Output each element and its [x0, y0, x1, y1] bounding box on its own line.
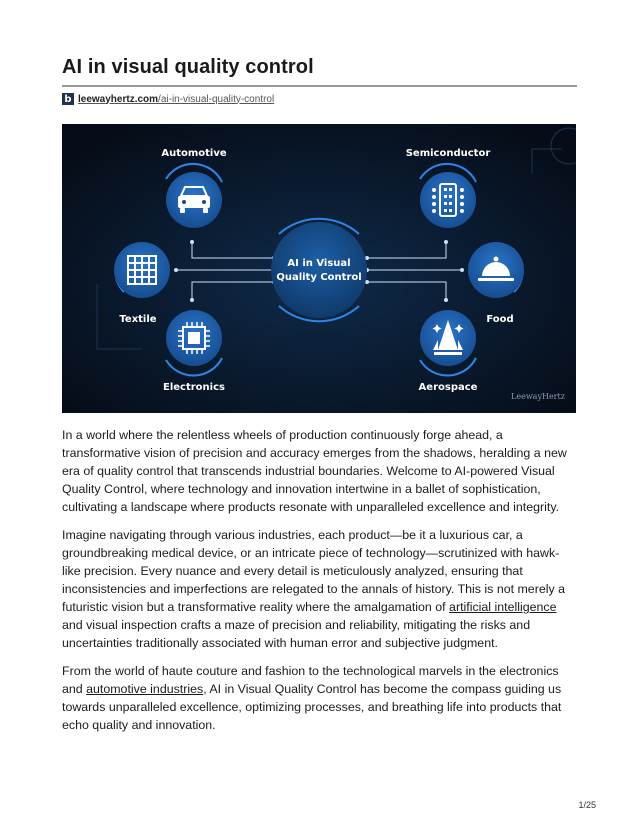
article-body — [62, 426, 577, 744]
node-label-aerospace: Aerospace — [418, 382, 478, 393]
title-divider — [62, 85, 577, 87]
source-line — [62, 92, 274, 106]
watermark-text: LeewayHertz — [511, 392, 565, 401]
paragraph-1: In a world where the relentless wheels of production continuously forge ahead, a transformative vision of precision and accuracy emerges from the shadows, heralding a new era of quality control that transcends industrial boundaries. Welcome to AI-powered Visual Quality Control, where technology and innovation intertwine in a ballet of sophistication, cultivating a landscape where products resonate with unparalleled excellence and integrity. — [62, 428, 567, 514]
center-label-line1: AI in Visual — [287, 258, 351, 269]
node-label-semiconductor: Semiconductor — [405, 148, 491, 159]
node-label-food: Food — [486, 314, 514, 325]
leewayhertz-logo-icon: b — [62, 93, 74, 105]
artificial-intelligence-link[interactable]: artificial intelligence — [449, 600, 557, 614]
hero-infographic — [62, 124, 576, 413]
automotive-industries-link[interactable]: automotive industries — [86, 682, 204, 696]
paragraph-3: From the world of haute couture and fashion to the technological marvels in the electronics and automotive industries, AI in Visual Quality Control has become the compass guiding us towards unparalleled excellence, optimizing processes, and breathing life into products that echo quality and innovation. — [62, 664, 562, 732]
node-label-textile: Textile — [119, 314, 157, 325]
paragraph-2: Imagine navigating through various industries, each product—be it a luxurious car, a groundbreaking medical device, or an intricate piece of technology—scrutinized with hawk-like precision. Every nuance and every detail is meticulously analyzed, ensuring that inconsistencies and imperfections are relegated to the annals of history. This is not merely a futuristic vision but a transformative reality where the amalgamation of artificial intelligence and visual inspection crafts a maze of precision and reliability, mitigating the risks and uncertainties traditionally associated with human error and subjective judgment. — [62, 528, 565, 650]
microchip-icon — [178, 322, 210, 354]
center-label-line2: Quality Control — [276, 272, 362, 283]
node-label-electronics: Electronics — [163, 382, 225, 393]
source-link[interactable]: leewayhertz.com/ai-in-visual-quality-control — [78, 93, 275, 105]
node-label-automotive: Automotive — [161, 148, 227, 159]
page-title: AI in visual quality control — [62, 56, 314, 78]
page-number: 1/25 — [578, 800, 596, 810]
